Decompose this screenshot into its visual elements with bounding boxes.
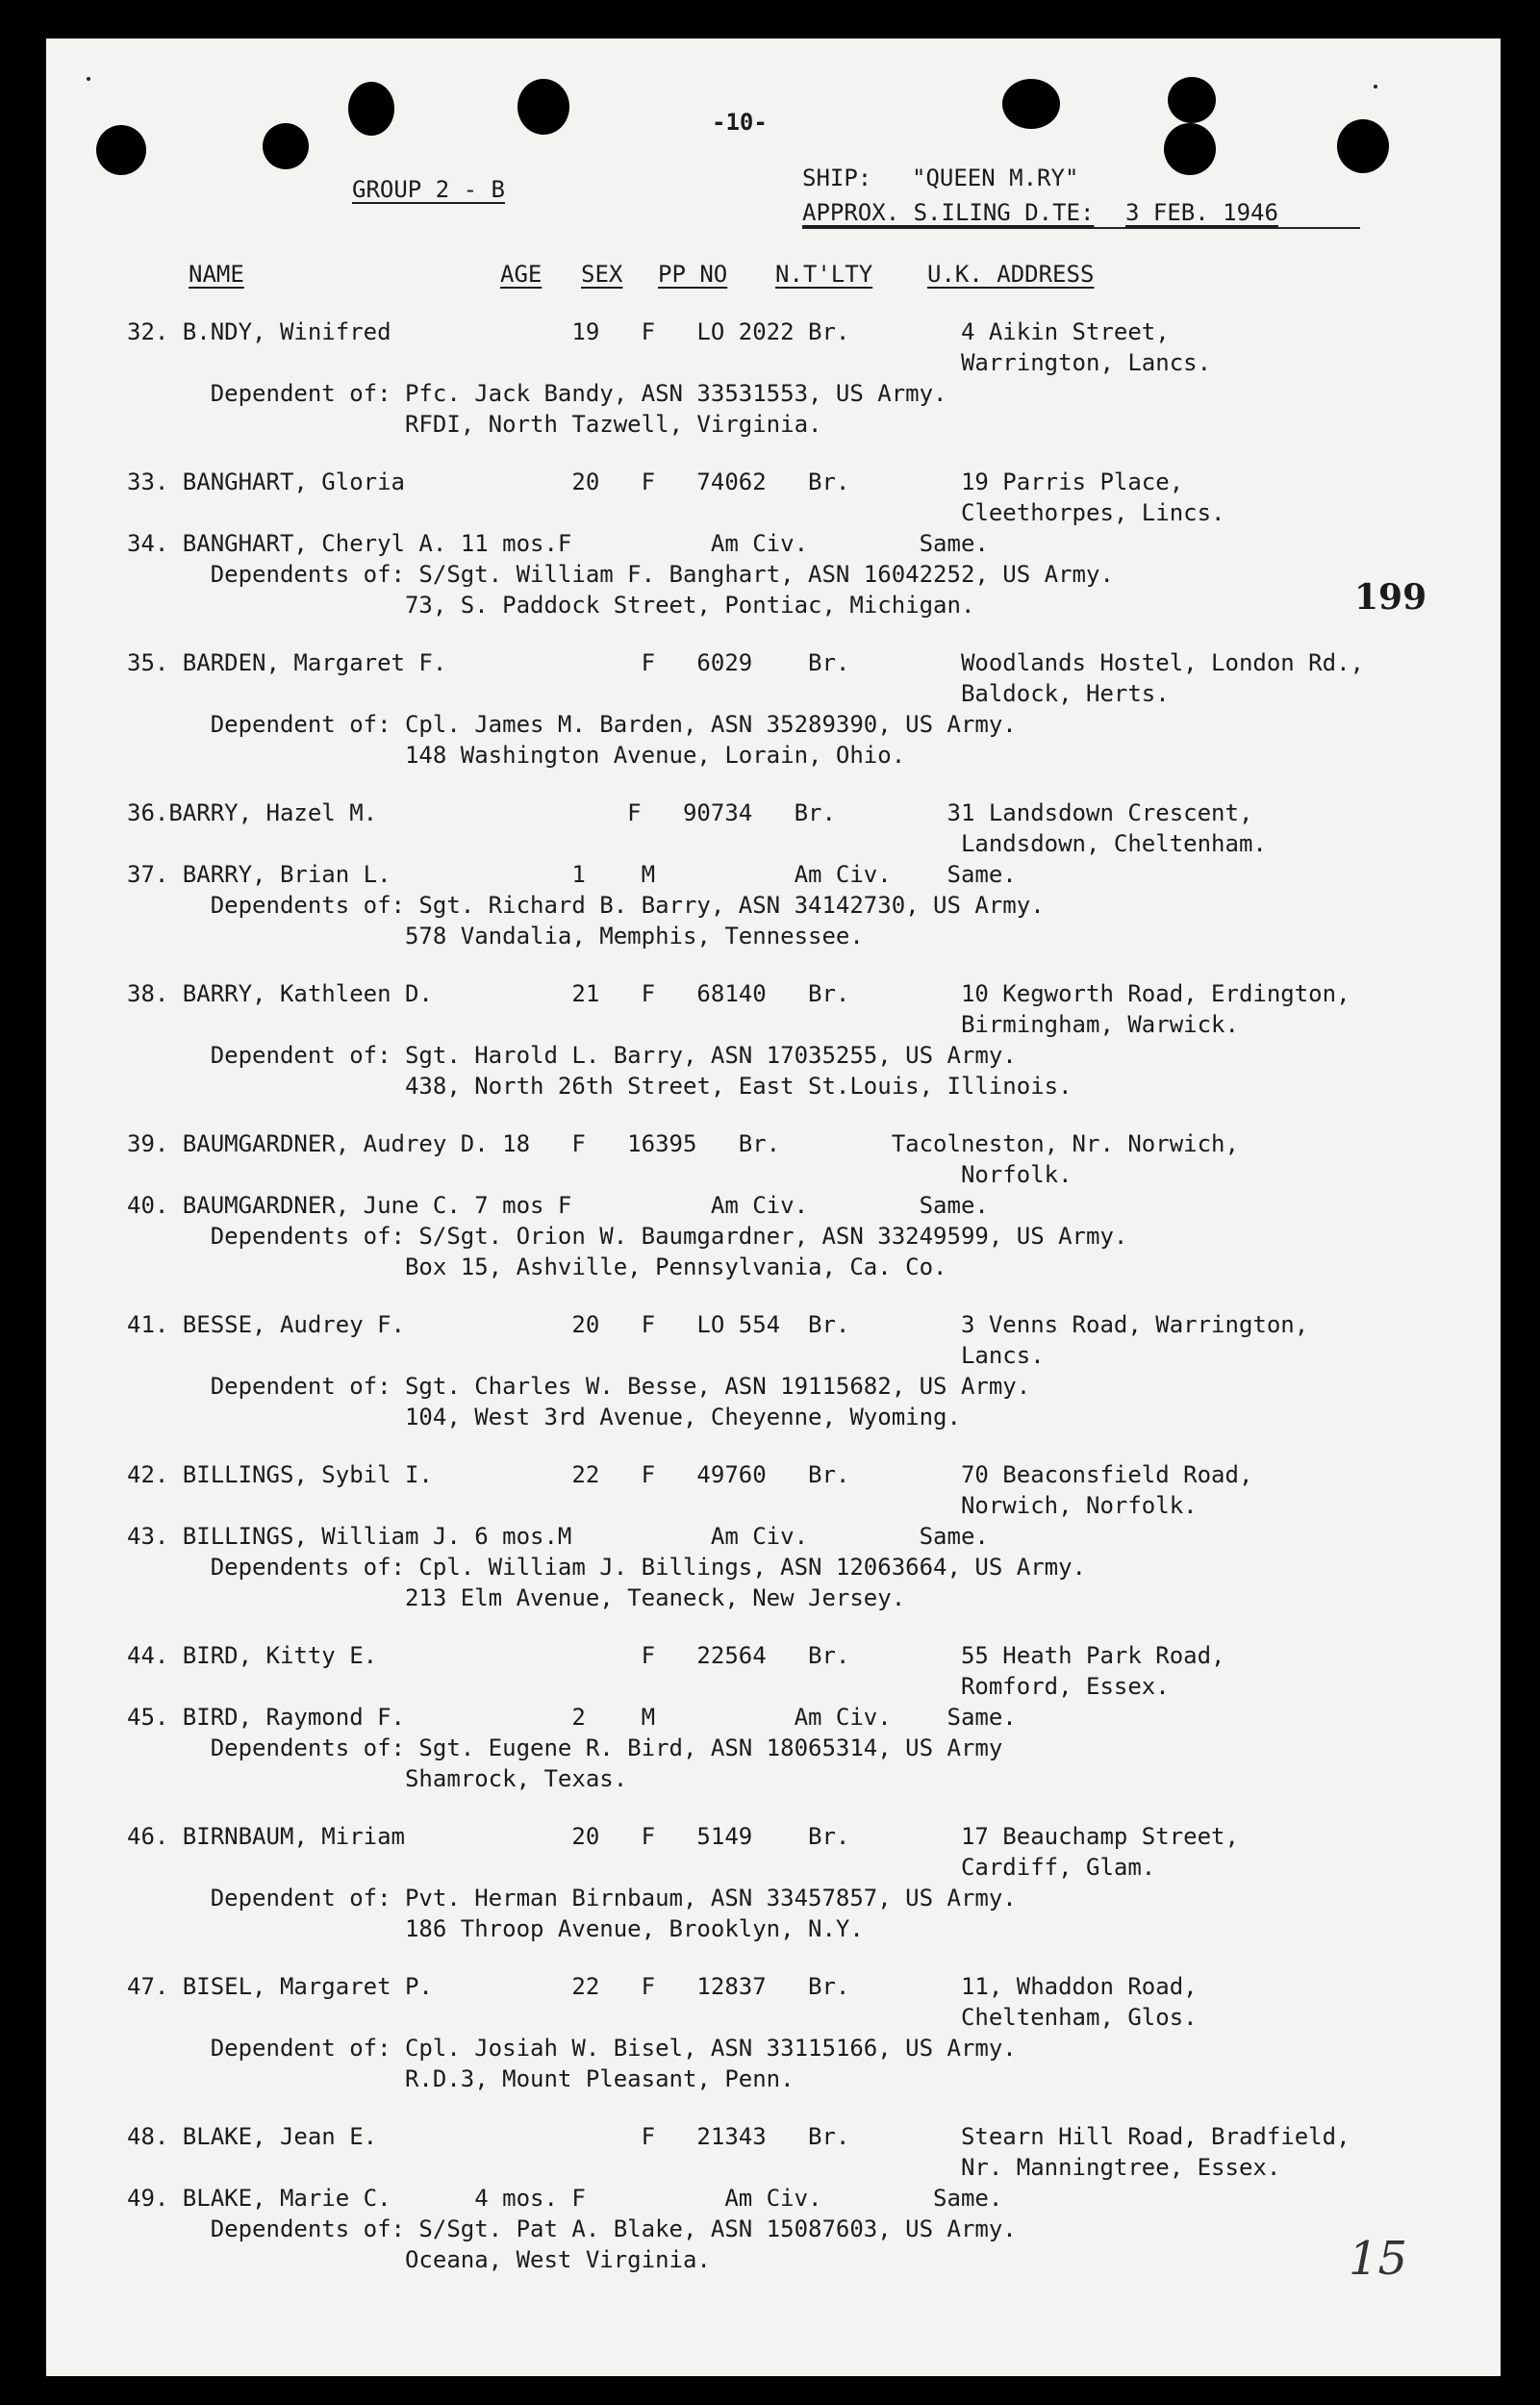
list-line: Birmingham, Warwick. — [127, 1011, 1239, 1038]
column-header-pp-no: PP NO — [658, 261, 728, 288]
list-line: Dependent of: Cpl. James M. Barden, ASN 35289390, US Army. — [127, 711, 1017, 738]
list-line: 73, S. Paddock Street, Pontiac, Michigan. — [127, 592, 975, 619]
punch-hole — [96, 125, 146, 175]
punch-hole — [1168, 77, 1216, 123]
list-line: Box 15, Ashville, Pennsylvania, Ca. Co. — [127, 1253, 947, 1280]
column-header-address: U.K. ADDRESS — [927, 261, 1095, 288]
list-line: R.D.3, Mount Pleasant, Penn. — [127, 2065, 795, 2092]
punch-hole — [1164, 123, 1216, 175]
list-line: Dependent of: Sgt. Harold L. Barry, ASN 17035255, US Army. — [127, 1042, 1017, 1069]
list-line: 148 Washington Avenue, Lorain, Ohio. — [127, 742, 906, 769]
list-line: Shamrock, Texas. — [127, 1765, 628, 1792]
punch-hole — [1002, 79, 1060, 129]
list-line: Cleethorpes, Lincs. — [127, 499, 1225, 526]
list-line: 48. BLAKE, Jean E. F 21343 Br. Stearn Hill Road, Bradfield, — [127, 2123, 1351, 2150]
list-line: Dependents of: S/Sgt. Pat A. Blake, ASN 15087603, US Army. — [127, 2215, 1017, 2242]
header-rule — [802, 227, 1360, 229]
list-line: Romford, Essex. — [127, 1673, 1170, 1700]
list-line: Oceana, West Virginia. — [127, 2246, 711, 2273]
list-line: Dependents of: S/Sgt. William F. Banghart, ASN 16042252, US Army. — [127, 561, 1114, 588]
list-line: Nr. Manningtree, Essex. — [127, 2154, 1281, 2181]
column-header-sex: SEX — [581, 261, 623, 288]
speck — [87, 77, 90, 81]
punch-hole — [263, 123, 309, 169]
list-line: 42. BILLINGS, Sybil I. 22 F 49760 Br. 70 Beaconsfield Road, — [127, 1461, 1253, 1488]
sailing-date: 3 FEB. 1946 — [1125, 199, 1278, 226]
ship-label: SHIP: — [802, 165, 872, 191]
list-line: 578 Vandalia, Memphis, Tennessee. — [127, 923, 864, 949]
list-line: Baldock, Herts. — [127, 680, 1170, 707]
list-line: Dependents of: S/Sgt. Orion W. Baumgardner, ASN 33249599, US Army. — [127, 1223, 1128, 1250]
list-line: Dependents of: Sgt. Richard B. Barry, ASN 34142730, US Army. — [127, 892, 1045, 919]
list-line: 38. BARRY, Kathleen D. 21 F 68140 Br. 10 Kegworth Road, Erdington, — [127, 980, 1351, 1007]
list-line: 49. BLAKE, Marie C. 4 mos. F Am Civ. Same. — [127, 2185, 1003, 2212]
list-line: 46. BIRNBAUM, Miriam 20 F 5149 Br. 17 Beauchamp Street, — [127, 1823, 1239, 1850]
list-line: Dependent of: Pvt. Herman Birnbaum, ASN 33457857, US Army. — [127, 1885, 1017, 1911]
list-line: 44. BIRD, Kitty E. F 22564 Br. 55 Heath Park Road, — [127, 1642, 1225, 1669]
column-header-nationality: N.T'LTY — [775, 261, 873, 288]
list-line: 40. BAUMGARDNER, June C. 7 mos F Am Civ. Same. — [127, 1192, 989, 1219]
list-line: 36.BARRY, Hazel M. F 90734 Br. 31 Landsdown Crescent, — [127, 799, 1253, 826]
list-line: 213 Elm Avenue, Teaneck, New Jersey. — [127, 1584, 906, 1611]
list-line: 45. BIRD, Raymond F. 2 M Am Civ. Same. — [127, 1704, 1017, 1731]
ship-name: "QUEEN M.RY" — [912, 165, 1079, 191]
punch-hole — [348, 82, 394, 136]
list-line: Dependents of: Sgt. Eugene R. Bird, ASN 18065314, US Army — [127, 1734, 1003, 1761]
list-line: 438, North 26th Street, East St.Louis, Illinois. — [127, 1073, 1073, 1100]
speck — [1374, 85, 1377, 89]
list-line: Cardiff, Glam. — [127, 1854, 1156, 1881]
column-header-name: NAME — [189, 261, 244, 288]
list-line: 39. BAUMGARDNER, Audrey D. 18 F 16395 Br. Tacolneston, Nr. Norwich, — [127, 1130, 1239, 1157]
list-line: Dependent of: Sgt. Charles W. Besse, ASN 19115682, US Army. — [127, 1373, 1031, 1400]
list-line: 41. BESSE, Audrey F. 20 F LO 554 Br. 3 Venns Road, Warrington, — [127, 1311, 1309, 1338]
page-stamp-number: 199 — [1354, 577, 1427, 618]
page-number: -10- — [712, 109, 768, 136]
column-header-age: AGE — [500, 261, 543, 288]
sailing-label: APPROX. S.ILING D.TE: — [802, 199, 1095, 226]
list-line: Dependent of: Cpl. Josiah W. Bisel, ASN 33115166, US Army. — [127, 2035, 1017, 2062]
punch-hole — [1337, 119, 1389, 173]
list-line: 32. B.NDY, Winifred 19 F LO 2022 Br. 4 Aikin Street, — [127, 318, 1170, 345]
list-line: Norfolk. — [127, 1161, 1073, 1188]
list-line: Dependents of: Cpl. William J. Billings, ASN 12063664, US Army. — [127, 1554, 1086, 1581]
list-line: 34. BANGHART, Cheryl A. 11 mos.F Am Civ. Same. — [127, 530, 989, 557]
list-line: Landsdown, Cheltenham. — [127, 830, 1267, 857]
list-line: 35. BARDEN, Margaret F. F 6029 Br. Woodlands Hostel, London Rd., — [127, 649, 1364, 676]
group-label: GROUP 2 - B — [352, 176, 505, 203]
list-line: 186 Throop Avenue, Brooklyn, N.Y. — [127, 1915, 864, 1942]
list-line: Dependent of: Pfc. Jack Bandy, ASN 33531553, US Army. — [127, 380, 947, 407]
list-line: 43. BILLINGS, William J. 6 mos.M Am Civ. Same. — [127, 1523, 989, 1550]
document-page — [46, 38, 1501, 2376]
list-line: RFDI, North Tazwell, Virginia. — [127, 411, 822, 438]
list-line: 47. BISEL, Margaret P. 22 F 12837 Br. 11, Whaddon Road, — [127, 1973, 1198, 2000]
handwritten-number: 15 — [1349, 2232, 1408, 2286]
list-line: 104, West 3rd Avenue, Cheyenne, Wyoming. — [127, 1404, 961, 1430]
list-line: Norwich, Norfolk. — [127, 1492, 1198, 1519]
punch-hole — [518, 79, 569, 135]
list-line: Cheltenham, Glos. — [127, 2004, 1198, 2031]
list-line: 37. BARRY, Brian L. 1 M Am Civ. Same. — [127, 861, 1017, 888]
list-line: Warrington, Lancs. — [127, 349, 1212, 376]
list-line: Lancs. — [127, 1342, 1045, 1369]
list-line: 33. BANGHART, Gloria 20 F 74062 Br. 19 Parris Place, — [127, 468, 1184, 495]
